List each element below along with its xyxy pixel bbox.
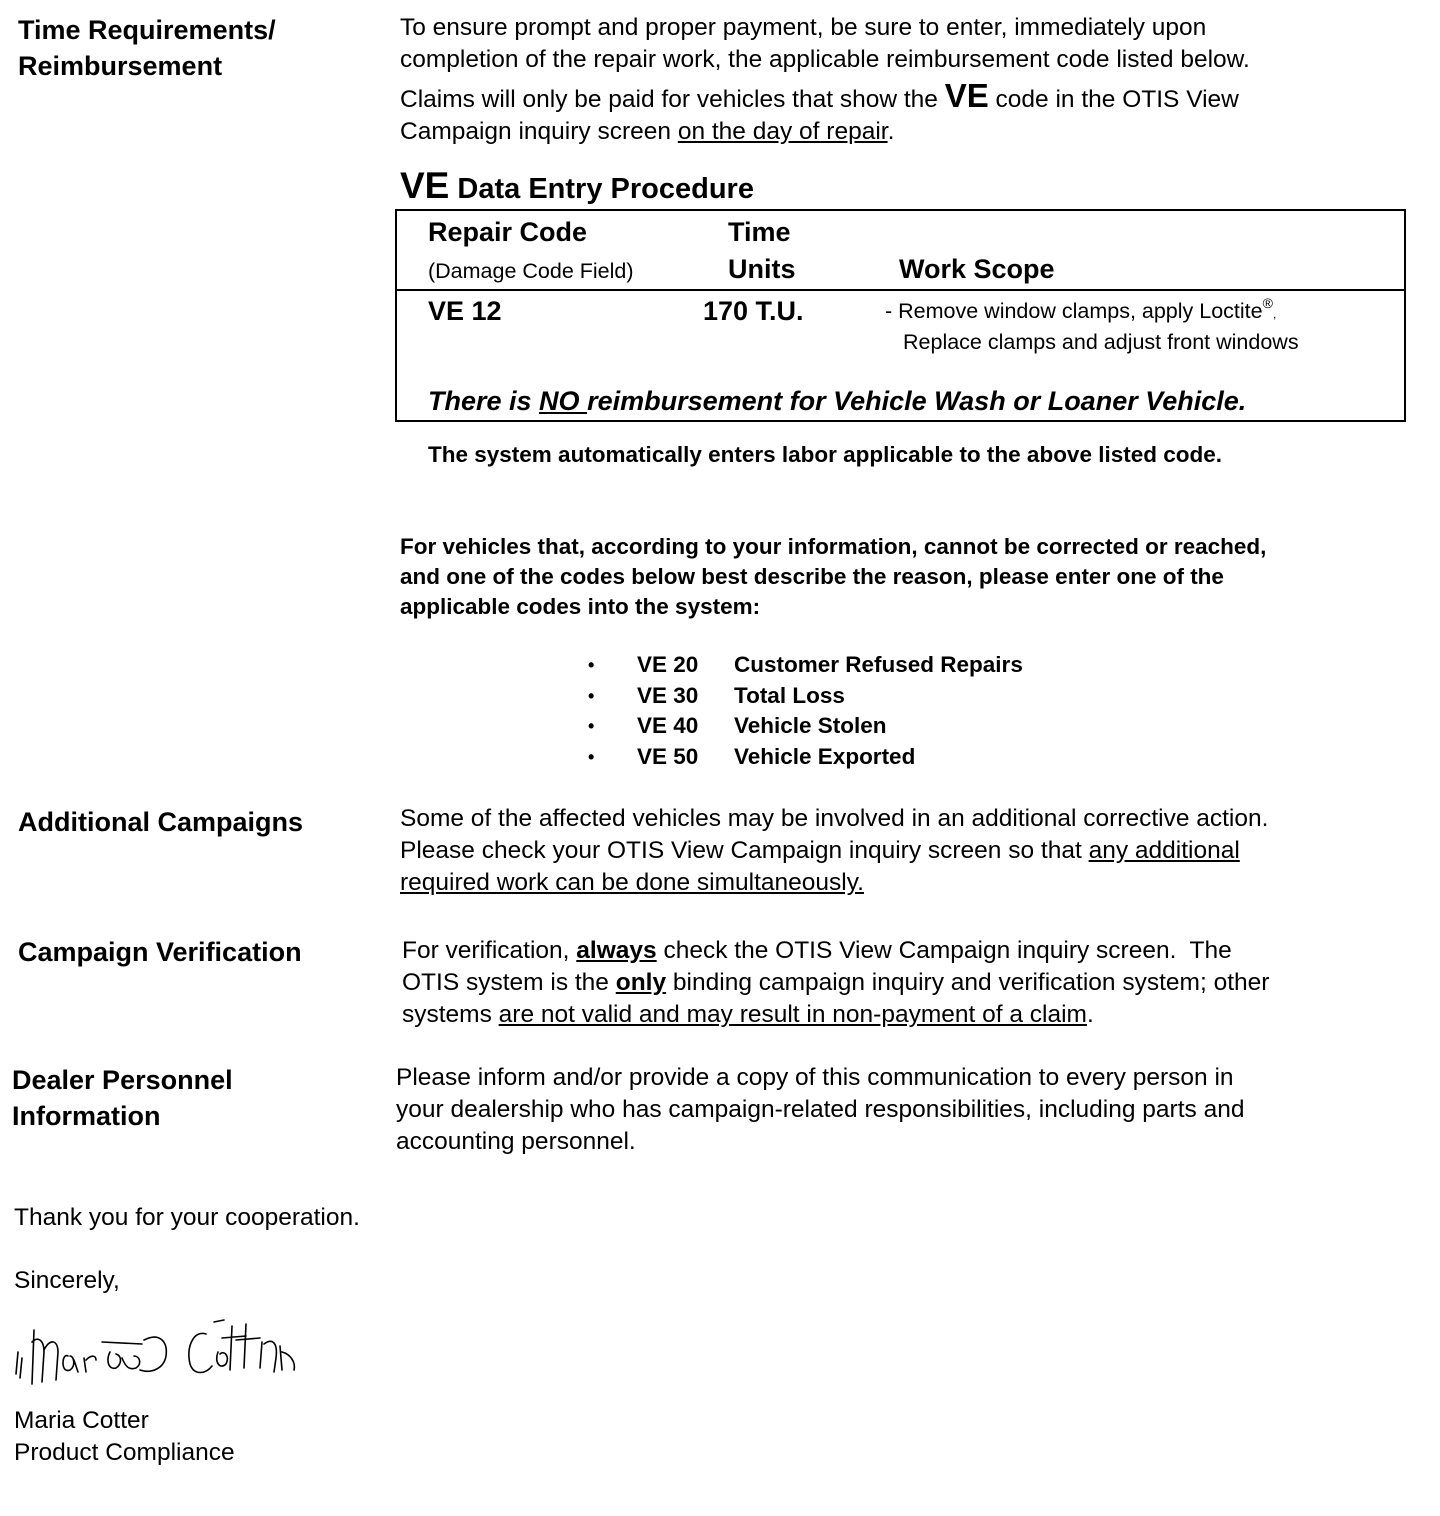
text-span: - Remove window clamps, apply Loctite	[885, 299, 1263, 323]
system-note: The system automatically enters labor applicable to the above listed code.	[428, 442, 1222, 467]
para-line: For vehicles that, according to your information, cannot be corrected or reached,	[400, 534, 1267, 559]
exception-code: VE 40	[637, 713, 699, 738]
sincerely-text: Sincerely,	[14, 1267, 120, 1294]
para-line: and one of the codes below best describe the reason, please enter one of the	[400, 564, 1224, 589]
text-span: reimbursement for Vehicle Wash or Loaner Vehicle.	[587, 386, 1247, 416]
para-line: your dealership who has campaign-related responsibilities, including parts and	[396, 1096, 1245, 1123]
para-line	[402, 935, 1412, 967]
bullet-icon: •	[588, 747, 595, 767]
procedure-title	[400, 166, 754, 209]
section-label-time-requirements	[18, 12, 276, 84]
para-line: required work can be done simultaneously.	[400, 869, 864, 896]
text-span: binding campaign inquiry and verification system; other	[666, 969, 1270, 996]
para-line: Some of the affected vehicles may be involved in an additional corrective action.	[400, 805, 1269, 832]
bullet-icon: •	[588, 655, 595, 675]
dealer-personnel-paragraph	[396, 1062, 1406, 1158]
time-requirements-paragraph	[400, 12, 1410, 148]
section-label-additional-campaigns: Additional Campaigns	[18, 807, 304, 837]
exception-code: VE 20	[637, 652, 699, 677]
section-label-dealer-personnel	[12, 1062, 233, 1134]
section-label-campaign-verification: Campaign Verification	[18, 937, 302, 967]
col-header-units: Units	[728, 254, 796, 284]
table-divider	[397, 289, 1404, 291]
underlined-no: NO	[539, 386, 588, 416]
exception-description: Vehicle Stolen	[734, 713, 887, 738]
exception-code: VE 50	[637, 744, 699, 769]
underlined-text: are not valid and may result in non-payment of a claim	[498, 1001, 1087, 1028]
registered-mark: ®	[1262, 295, 1273, 311]
text-span: check the OTIS View Campaign inquiry screen. The	[656, 937, 1232, 964]
text-span: ,	[1272, 307, 1277, 321]
para-line: Please inform and/or provide a copy of this communication to every person in	[396, 1064, 1234, 1091]
signature-image	[10, 1312, 330, 1392]
bullet-icon: •	[588, 686, 595, 706]
row-work-scope-line2: Replace clamps and adjust front windows	[903, 330, 1299, 354]
label-line: Dealer Personnel	[12, 1065, 233, 1095]
para-line	[400, 116, 1410, 148]
signatory-name: Maria Cotter	[14, 1407, 149, 1434]
exception-code: VE 30	[637, 683, 699, 708]
text-span: For verification,	[402, 937, 577, 964]
exception-description: Total Loss	[734, 683, 845, 708]
para-line: To ensure prompt and proper payment, be sure to enter, immediately upon	[400, 14, 1207, 41]
row-repair-code: VE 12	[428, 296, 502, 326]
procedure-title-text: Data Entry Procedure	[449, 173, 754, 205]
col-header-repair-code: Repair Code	[428, 217, 588, 247]
signatory-title: Product Compliance	[14, 1439, 235, 1466]
underlined-text: on the day of repair	[677, 118, 888, 145]
thanks-text: Thank you for your cooperation.	[14, 1204, 360, 1231]
no-reimbursement-note	[428, 386, 1246, 417]
text-span: Claims will only be paid for vehicles that show the	[400, 86, 945, 113]
label-line: Reimbursement	[18, 51, 223, 81]
para-line: applicable codes into the system:	[400, 594, 761, 619]
text-span: systems	[402, 1001, 499, 1028]
row-time-units: 170 T.U.	[703, 296, 804, 326]
exception-description: Customer Refused Repairs	[734, 652, 1023, 677]
text-span: Campaign inquiry screen	[400, 118, 678, 145]
col-subheader-damage-code: (Damage Code Field)	[428, 259, 634, 283]
campaign-verification-paragraph	[402, 935, 1412, 1031]
para-line: accounting personnel.	[396, 1128, 636, 1155]
para-line	[402, 967, 1412, 999]
signatory-block	[14, 1405, 235, 1469]
text-span: .	[887, 118, 895, 145]
ve-code-title: VE	[400, 165, 450, 206]
text-span: OTIS system is the	[402, 969, 616, 996]
para-line	[400, 835, 1410, 867]
para-line	[400, 77, 1410, 116]
col-header-time: Time	[728, 217, 791, 247]
col-header-work-scope: Work Scope	[899, 254, 1055, 284]
procedure-table	[395, 209, 1406, 422]
row-work-scope-line1	[885, 295, 1277, 324]
label-line: Information	[12, 1101, 161, 1131]
exceptions-paragraph	[400, 532, 1266, 622]
bullet-icon: •	[588, 716, 595, 736]
text-span: .	[1086, 1001, 1094, 1028]
para-line: completion of the repair work, the applicable reimbursement code listed below.	[400, 46, 1250, 73]
para-line	[402, 999, 1412, 1031]
label-line: Time Requirements/	[18, 15, 276, 45]
underlined-text: any additional	[1088, 837, 1240, 864]
exception-description: Vehicle Exported	[734, 744, 916, 769]
emphasis-only: only	[615, 969, 667, 996]
text-span: There is	[428, 386, 540, 416]
additional-campaigns-paragraph	[400, 803, 1410, 899]
ve-code-emphasis: VE	[944, 77, 989, 114]
emphasis-always: always	[576, 937, 657, 964]
text-span: Please check your OTIS View Campaign inquiry screen so that	[400, 837, 1089, 864]
text-span: code in the OTIS View	[988, 86, 1239, 113]
